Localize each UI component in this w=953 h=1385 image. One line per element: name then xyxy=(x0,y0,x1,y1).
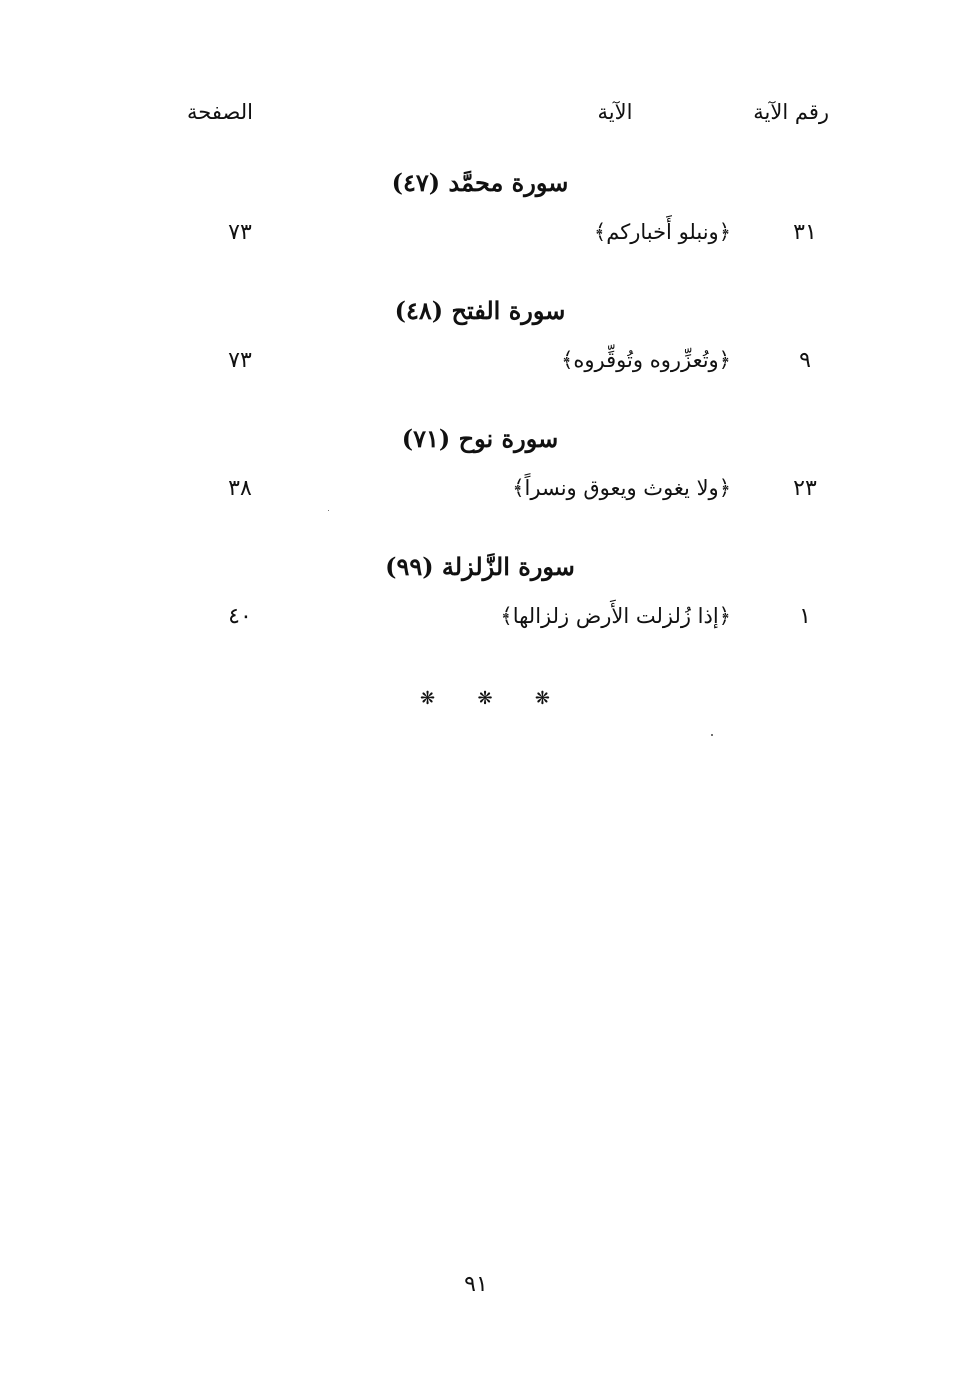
page-reference: ٤٠ xyxy=(228,604,252,629)
surah-title: سورة الزَّلزلة (٩٩) xyxy=(385,552,575,581)
star-ornament-icon: ❋ xyxy=(477,688,493,709)
page-number: ٩١ xyxy=(464,1272,488,1297)
scan-speck xyxy=(711,734,713,736)
verse-number: ٢٣ xyxy=(793,476,817,501)
surah-section xyxy=(0,296,953,416)
verse-text: ﴿إذا زُلزلت الأَرض زلزالها﴾ xyxy=(500,604,731,628)
star-ornament-icon: ❋ xyxy=(534,688,550,709)
surah-section xyxy=(0,552,953,672)
section-divider xyxy=(420,688,550,709)
verse-row xyxy=(0,348,953,384)
verse-number: ٣١ xyxy=(793,220,817,245)
verse-number: ٩ xyxy=(799,348,811,373)
page-reference: ٧٣ xyxy=(228,220,252,245)
verse-text: ﴿ولا يغوث ويعوق ونسراً﴾ xyxy=(512,476,731,500)
surah-title: سورة الفتح (٤٨) xyxy=(394,296,566,325)
column-header-verse: الآية xyxy=(597,100,633,124)
surah-section xyxy=(0,168,953,288)
scan-speck xyxy=(328,510,329,511)
star-ornament-icon: ❋ xyxy=(420,688,436,709)
page-reference: ٣٨ xyxy=(228,476,252,501)
verse-text: ﴿ونبلو أَخباركم﴾ xyxy=(593,220,731,244)
surah-section xyxy=(0,424,953,544)
verse-number: ١ xyxy=(799,604,811,629)
verse-row xyxy=(0,220,953,256)
surah-title: سورة نوح (٧١) xyxy=(401,424,559,453)
column-header-verse-number: رقم الآية xyxy=(753,100,829,124)
page-reference: ٧٣ xyxy=(228,348,252,373)
surah-title: سورة محمَّد (٤٧) xyxy=(391,168,569,197)
verse-text: ﴿وتُعزِّروه وتُوقِّروه﴾ xyxy=(561,348,731,372)
verse-row xyxy=(0,476,953,512)
verse-row xyxy=(0,604,953,640)
column-header-page: الصفحة xyxy=(187,100,253,124)
